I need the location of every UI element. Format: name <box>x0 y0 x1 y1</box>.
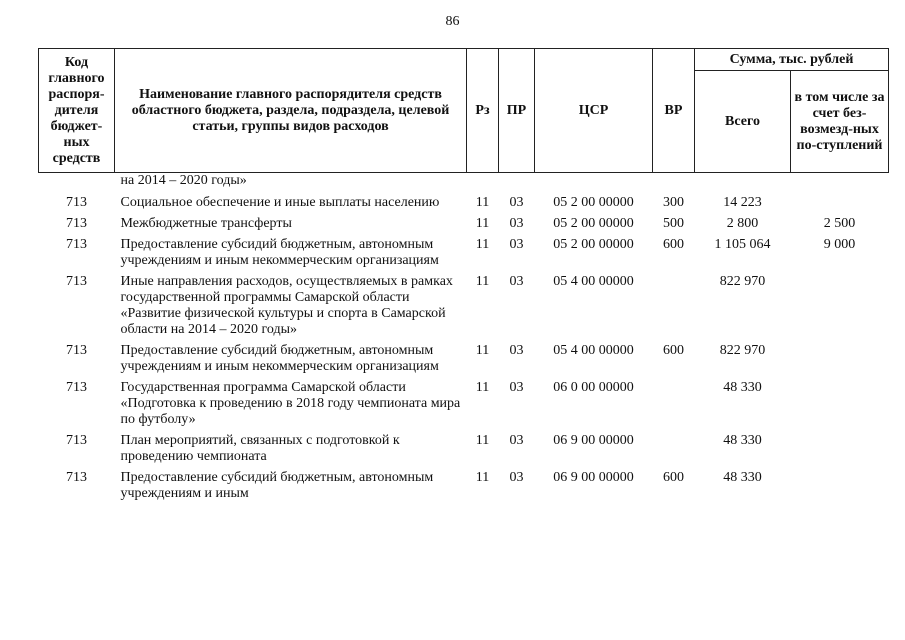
budget-table <box>38 48 889 504</box>
cell-rz: 11 <box>475 380 490 395</box>
cell-name: Государственная программа Самарской области «Подготовка к проведению в 2018 году чемпионата мира по футболу» <box>120 380 461 427</box>
header-csr: ЦСР <box>535 49 653 173</box>
cell-code: 713 <box>66 433 87 448</box>
cell-csr: 05 4 00 00000 <box>553 274 634 289</box>
cell-free: 9 000 <box>823 237 856 252</box>
cell-vr <box>653 377 695 430</box>
cell-code: 713 <box>66 380 87 395</box>
table-row <box>39 340 889 377</box>
cell-free <box>791 467 889 504</box>
cell-csr: 05 2 00 00000 <box>553 237 634 252</box>
header-free: в том числе за счет без-возмезд-ных по-ступлений <box>791 71 889 173</box>
cell-code: 713 <box>66 343 87 358</box>
cell-free <box>791 192 889 213</box>
cell-vr: 600 <box>663 470 684 485</box>
cell-vr: 600 <box>663 237 684 252</box>
cell-rz: 11 <box>475 470 490 485</box>
page-number: 86 <box>445 14 460 29</box>
cell-pr: 03 <box>509 470 524 485</box>
cell-vr <box>653 430 695 467</box>
table-row <box>39 192 889 213</box>
cell-rz: 11 <box>475 237 490 252</box>
cell-csr: 05 2 00 00000 <box>553 216 634 231</box>
cell-free <box>791 377 889 430</box>
table-row <box>39 467 889 504</box>
cell-csr: 05 4 00 00000 <box>553 343 634 358</box>
cell-csr: 05 2 00 00000 <box>553 195 634 210</box>
cell-vr <box>653 271 695 340</box>
header-pr: ПР <box>499 49 535 173</box>
cell-total: 48 330 <box>723 380 762 395</box>
table-row <box>39 213 889 234</box>
header-code: Код главного распоря-дителя бюджет-ных средств <box>39 49 115 173</box>
cell-code <box>39 173 115 193</box>
cell-name: План мероприятий, связанных с подготовкой к проведению чемпионата <box>120 433 400 464</box>
cell-name: Предоставление субсидий бюджетным, автономным учреждениям и иным некоммерческим организациям <box>120 237 439 268</box>
cell-vr: 600 <box>663 343 684 358</box>
cell-rz: 11 <box>475 195 490 210</box>
cell-code: 713 <box>66 470 87 485</box>
cell-free <box>791 271 889 340</box>
cell-pr: 03 <box>509 343 524 358</box>
cell-pr: 03 <box>509 274 524 289</box>
cell-csr: 06 0 00 00000 <box>553 380 634 395</box>
cell-total: 48 330 <box>723 470 762 485</box>
cell-rz: 11 <box>475 216 490 231</box>
cell-pr: 03 <box>509 195 524 210</box>
header-name: Наименование главного распорядителя средств областного бюджета, раздела, подраздела, целевой статьи, группы видов расходов <box>115 49 467 173</box>
cell-name: Иные направления расходов, осуществляемых в рамках государственной программы Самарской области «Развитие физической культуры и спорта в Самарской области на 2014 – 2020 годы» <box>120 274 453 337</box>
cell-rz: 11 <box>475 343 490 358</box>
cell-vr: 300 <box>663 195 684 210</box>
cell-code: 713 <box>66 195 87 210</box>
header-sum: Сумма, тыс. рублей <box>695 49 889 71</box>
table-row <box>39 271 889 340</box>
cell-total: 822 970 <box>719 343 766 358</box>
table-row <box>39 234 889 271</box>
cell-vr <box>653 173 695 193</box>
cell-free: 2 500 <box>823 216 856 231</box>
table-row <box>39 173 889 193</box>
cell-code: 713 <box>66 216 87 231</box>
cell-code: 713 <box>66 237 87 252</box>
cell-total <box>695 173 791 193</box>
header-total: Всего <box>695 71 791 173</box>
cell-csr <box>535 173 653 193</box>
cell-csr: 06 9 00 00000 <box>553 470 634 485</box>
cell-name: Предоставление субсидий бюджетным, автономным учреждениям и иным некоммерческим организациям <box>120 343 439 374</box>
cell-code: 713 <box>66 274 87 289</box>
cell-total: 48 330 <box>723 433 762 448</box>
cell-pr: 03 <box>509 216 524 231</box>
cell-pr <box>499 173 535 193</box>
cell-free <box>791 430 889 467</box>
table-body <box>39 173 889 505</box>
cell-total: 14 223 <box>723 195 762 210</box>
cell-rz: 11 <box>475 274 490 289</box>
cell-total: 1 105 064 <box>714 237 771 252</box>
table-row <box>39 430 889 467</box>
cell-csr: 06 9 00 00000 <box>553 433 634 448</box>
header-rz: Рз <box>467 49 499 173</box>
cell-free <box>791 340 889 377</box>
cell-total: 822 970 <box>719 274 766 289</box>
cell-pr: 03 <box>509 433 524 448</box>
cell-name: Предоставление субсидий бюджетным, автономным учреждениям и иным <box>120 470 434 501</box>
table-row <box>39 377 889 430</box>
cell-total: 2 800 <box>726 216 759 231</box>
cell-vr: 500 <box>663 216 684 231</box>
cell-free <box>791 173 889 193</box>
cell-pr: 03 <box>509 380 524 395</box>
cell-name: Социальное обеспечение и иные выплаты населению <box>120 195 440 210</box>
cell-rz: 11 <box>475 433 490 448</box>
cell-name: на 2014 – 2020 годы» <box>120 173 247 188</box>
cell-rz <box>467 173 499 193</box>
cell-pr: 03 <box>509 237 524 252</box>
table-header <box>39 49 889 173</box>
cell-name: Межбюджетные трансферты <box>120 216 292 231</box>
header-vr: ВР <box>653 49 695 173</box>
